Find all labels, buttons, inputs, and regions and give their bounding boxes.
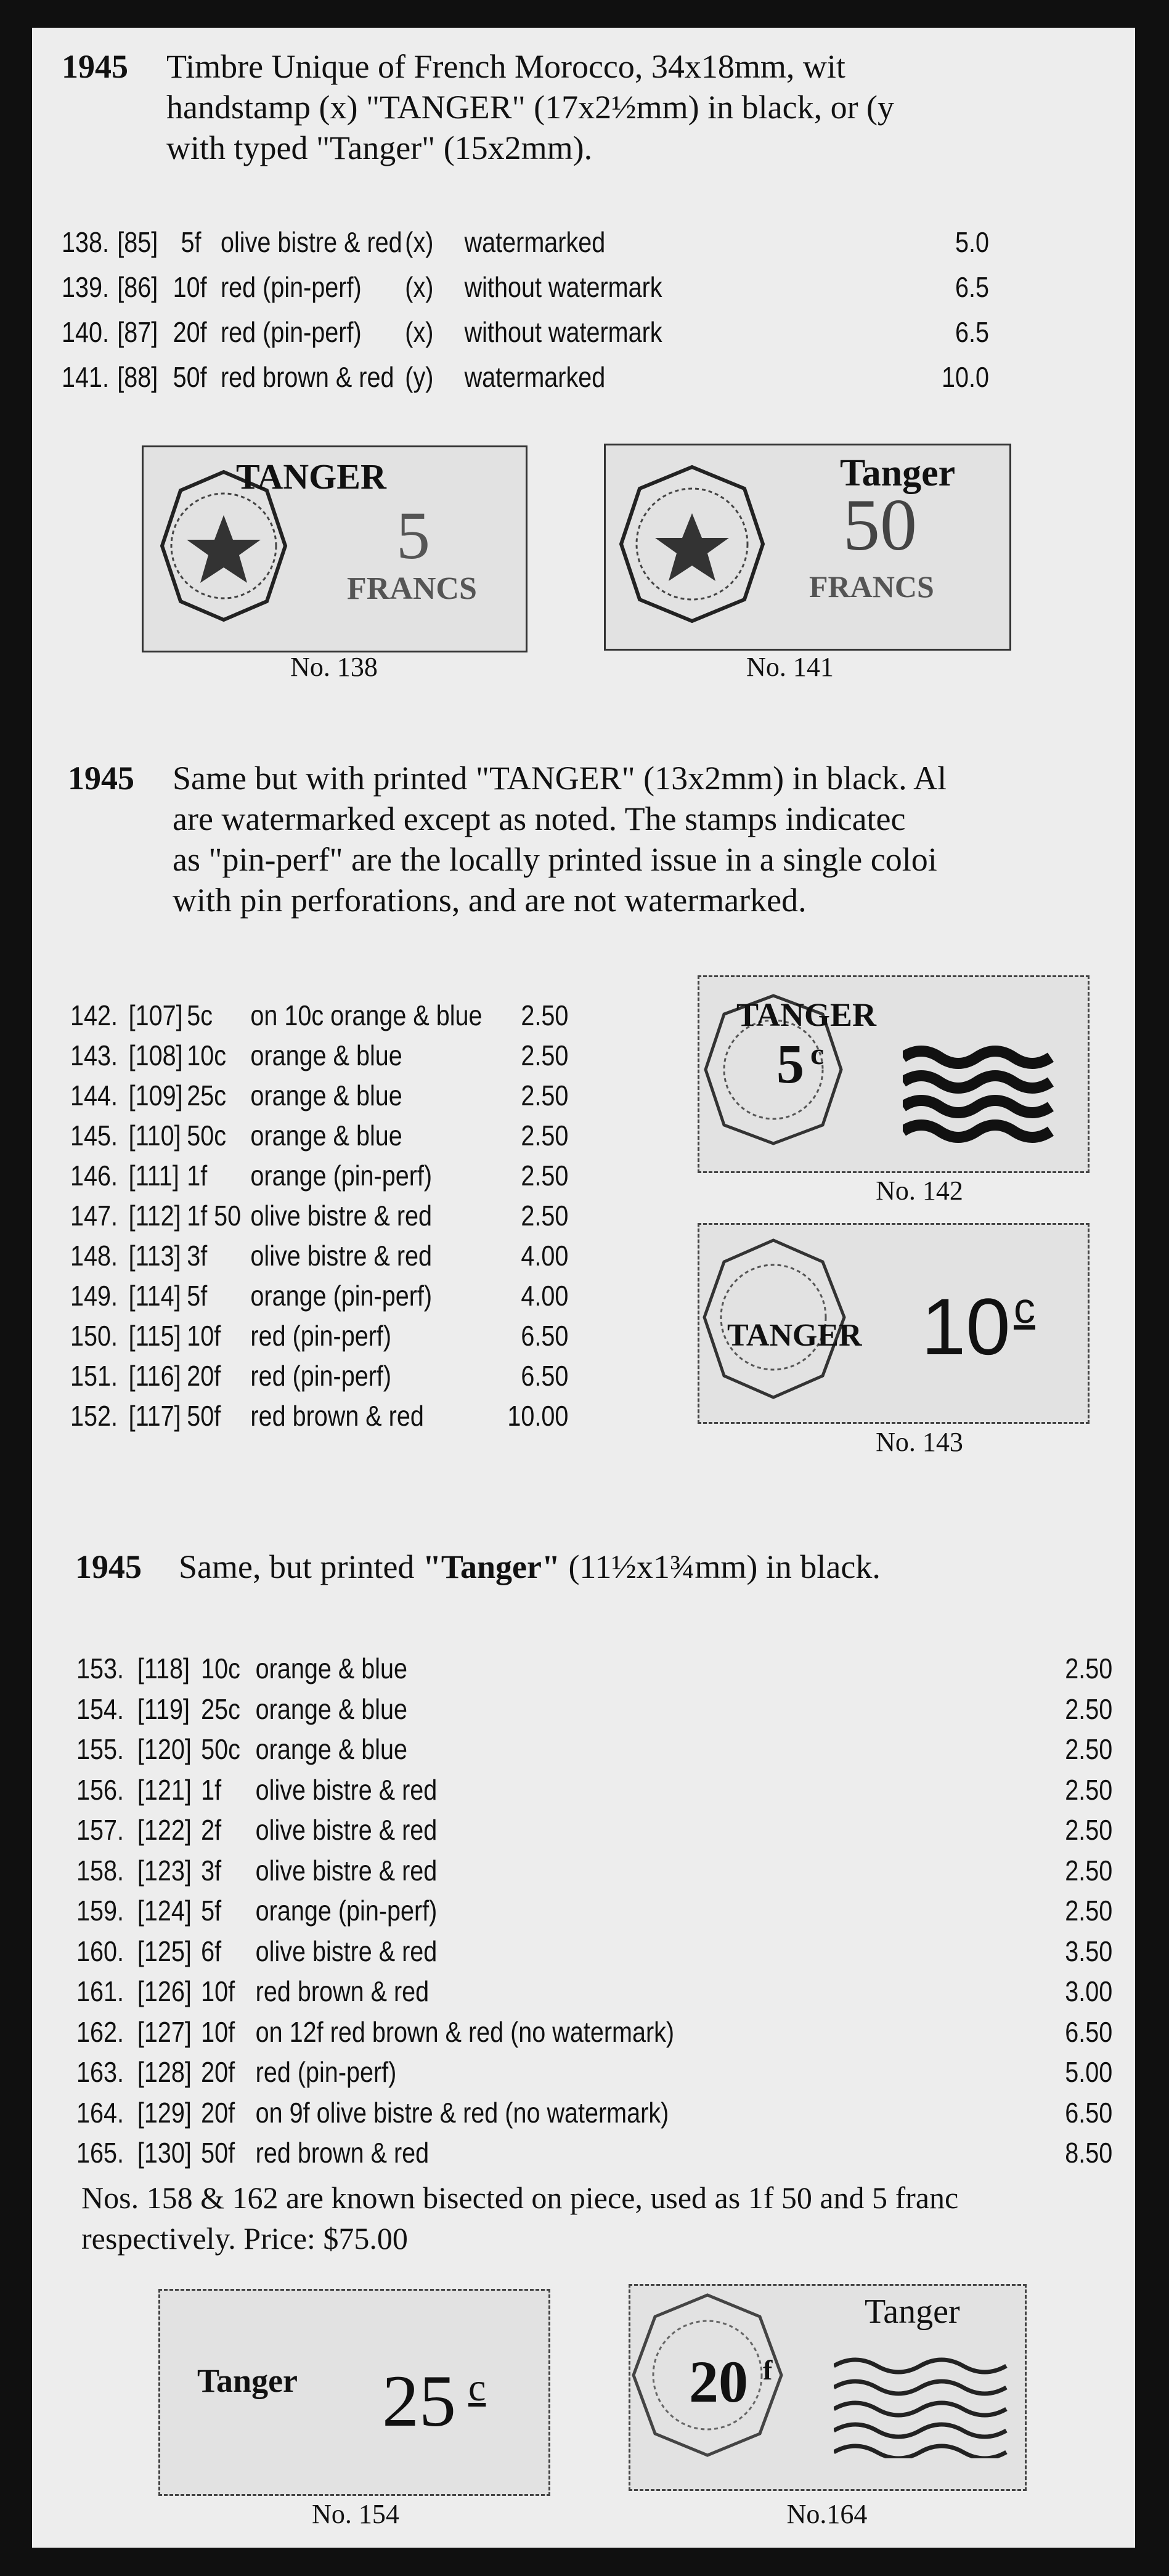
wavy-cancel-icon — [834, 2354, 1012, 2458]
stamp-color: red (pin-perf) — [221, 316, 362, 348]
section-1-line-3: with typed "Tanger" (15x2mm). — [166, 129, 593, 166]
table-row — [76, 1893, 1136, 1928]
denomination: 25c — [187, 1079, 226, 1111]
table-row — [62, 270, 1069, 304]
denomination: 1f — [187, 1160, 208, 1192]
reference-number: [126] — [137, 1975, 192, 2007]
stamp-color: orange & blue — [255, 1652, 408, 1684]
bisect-note-line-1: Nos. 158 & 162 are known bisected on piece, used as 1f 50 and 5 franc — [81, 2180, 959, 2215]
reference-number: [111] — [128, 1160, 179, 1192]
stamp-caption-154: No. 154 — [312, 2499, 399, 2529]
denomination: 10c — [187, 1039, 226, 1071]
stamp-color: red (pin-perf) — [221, 271, 362, 303]
catalog-number: 144. — [70, 1079, 118, 1111]
stamp-color: red brown & red — [255, 1975, 430, 2007]
stamp-value: 25 — [382, 2360, 456, 2442]
stamp-color: olive bistre & red — [250, 1240, 433, 1272]
stamp-overprint: TANGER — [736, 996, 877, 1033]
price: 3.00 — [1065, 1975, 1113, 2007]
table-row — [76, 1974, 1136, 2009]
stamp-caption-138: No. 138 — [290, 652, 378, 682]
stamp-color: orange & blue — [255, 1692, 408, 1725]
price: 6.50 — [1065, 2096, 1113, 2129]
section-2-line-1: Same but with printed "TANGER" (13x2mm) in black. Al — [173, 760, 947, 797]
section-1-heading — [62, 46, 1128, 169]
stamp-overprint: TANGER — [727, 1318, 862, 1353]
stamp-color: red brown & red — [221, 361, 394, 393]
watermark-note: without watermark — [464, 271, 662, 303]
stamp-color: orange & blue — [250, 1039, 402, 1071]
stamp-color: orange (pin-perf) — [250, 1280, 433, 1312]
price: 4.00 — [521, 1280, 569, 1312]
watermark-note: watermarked — [464, 361, 606, 393]
price: 2.50 — [1065, 1733, 1113, 1765]
reference-number: [108] — [128, 1039, 183, 1071]
price: 2.50 — [1065, 1814, 1113, 1846]
price: 2.50 — [521, 1119, 569, 1152]
price: 10.00 — [507, 1400, 569, 1432]
stamp-color: orange & blue — [250, 1079, 402, 1111]
stamp-image-141 — [604, 444, 1011, 651]
denomination: 3f — [201, 1854, 222, 1887]
reference-number: [127] — [137, 2015, 192, 2048]
table-row — [76, 1692, 1136, 1726]
denomination: 10f — [201, 2015, 235, 2048]
table-row — [76, 1813, 1136, 1847]
denomination: 6f — [201, 1935, 222, 1967]
catalog-number: 148. — [70, 1240, 118, 1272]
denomination: 2f — [201, 1814, 222, 1846]
reference-number: [87] — [117, 316, 158, 348]
denomination: 20f — [201, 2096, 235, 2129]
price: 4.00 — [521, 1240, 569, 1272]
denomination: 10c — [201, 1652, 240, 1684]
reference-number: [112] — [128, 1200, 181, 1232]
stamp-color: orange (pin-perf) — [250, 1160, 433, 1192]
reference-number: [122] — [137, 1814, 192, 1846]
section-3-year: 1945 — [75, 1548, 142, 1585]
price: 6.5 — [955, 316, 989, 348]
wavy-cancel-icon — [903, 1045, 1057, 1144]
catalog-number: 145. — [70, 1119, 118, 1152]
reference-number: [88] — [117, 361, 158, 393]
reference-number: [129] — [137, 2096, 192, 2129]
denomination: 5f — [201, 1895, 222, 1927]
catalog-number: 151. — [70, 1360, 118, 1392]
catalog-number: 156. — [76, 1773, 124, 1806]
catalog-number: 158. — [76, 1854, 124, 1887]
catalog-number: 143. — [70, 1039, 118, 1071]
denomination: 10f — [201, 1975, 235, 2007]
stamp-color: olive bistre & red — [255, 1773, 438, 1806]
reference-number: [85] — [117, 226, 158, 258]
stamp-color: on 9f olive bistre & red (no watermark) — [255, 2096, 669, 2129]
reference-number: [119] — [137, 1692, 190, 1725]
catalog-number: 160. — [76, 1935, 124, 1967]
price: 6.5 — [955, 271, 989, 303]
stamp-color: olive bistre & red — [255, 1935, 438, 1967]
stamp-unit: c — [1014, 1284, 1035, 1332]
stamp-color: red (pin-perf) — [250, 1360, 392, 1392]
price: 10.0 — [942, 361, 989, 393]
reference-number: [107] — [128, 999, 183, 1031]
reference-number: [123] — [137, 1854, 192, 1887]
denomination: 50c — [187, 1119, 226, 1152]
overprint-type: (x) — [405, 226, 434, 258]
stamp-value: 5 — [776, 1034, 804, 1095]
stamp-image-142 — [698, 975, 1090, 1173]
catalog-number: 147. — [70, 1200, 118, 1232]
catalog-number: 164. — [76, 2096, 124, 2129]
reference-number: [113] — [128, 1240, 181, 1272]
stamp-image-164 — [629, 2284, 1027, 2491]
stamp-image-138 — [142, 445, 527, 652]
reference-number: [114] — [128, 1280, 181, 1312]
price: 8.50 — [1065, 2137, 1113, 2169]
reference-number: [130] — [137, 2137, 192, 2169]
table-row — [76, 2095, 1136, 2130]
section-3-title-prefix: Same, but printed — [179, 1548, 423, 1585]
price: 6.50 — [1065, 2015, 1113, 2048]
table-row — [62, 315, 1069, 349]
catalog-number: 139. — [62, 271, 109, 303]
denomination: 25c — [201, 1692, 240, 1725]
denomination: 10f — [173, 271, 207, 303]
section-3-title-bold: "Tanger" — [422, 1548, 560, 1585]
stamp-color: olive bistre & red — [255, 1814, 438, 1846]
table-row — [76, 1934, 1136, 1969]
catalog-number: 155. — [76, 1733, 124, 1765]
denomination: 1f 50 — [187, 1200, 242, 1232]
stamp-color: olive bistre & red — [221, 226, 402, 258]
denomination: 50f — [201, 2137, 235, 2169]
section-2-line-2: are watermarked except as noted. The stamps indicatec — [173, 800, 906, 837]
table-row — [62, 360, 1069, 394]
stamp-value: 20 — [689, 2349, 748, 2415]
catalog-number: 154. — [76, 1692, 124, 1725]
price: 2.50 — [521, 1200, 569, 1232]
stamp-unit: FRANCS — [809, 569, 934, 604]
section-2-line-3: as "pin-perf" are the locally printed issue in a single coloi — [173, 841, 937, 878]
section-2-heading — [68, 758, 1134, 924]
catalog-number: 163. — [76, 2056, 124, 2088]
overprint-type: (x) — [405, 271, 434, 303]
denomination: 20f — [173, 316, 207, 348]
price: 6.50 — [521, 1320, 569, 1352]
reference-number: [110] — [128, 1119, 181, 1152]
denomination: 5c — [187, 999, 213, 1031]
stamp-color: orange & blue — [255, 1733, 408, 1765]
stamp-caption-142: No. 142 — [876, 1176, 963, 1206]
denomination: 50c — [201, 1733, 240, 1765]
price: 2.50 — [521, 1079, 569, 1111]
reference-number: [115] — [128, 1320, 181, 1352]
denomination: 50f — [173, 361, 207, 393]
price: 2.50 — [521, 1160, 569, 1192]
price: 2.50 — [1065, 1895, 1113, 1927]
price: 6.50 — [521, 1360, 569, 1392]
stamp-color: olive bistre & red — [250, 1200, 433, 1232]
denomination: 5f — [187, 1280, 208, 1312]
denomination: 10f — [187, 1320, 221, 1352]
reference-number: [120] — [137, 1733, 192, 1765]
section-1-line-2: handstamp (x) "TANGER" (17x2½mm) in black, or (y — [166, 89, 895, 126]
price: 3.50 — [1065, 1935, 1113, 1967]
stamp-unit: c — [468, 2365, 486, 2409]
denomination: 3f — [187, 1240, 208, 1272]
reference-number: [128] — [137, 2056, 192, 2088]
reference-number: [121] — [137, 1773, 192, 1806]
denomination: 20f — [201, 2056, 235, 2088]
overprint-type: (x) — [405, 316, 434, 348]
catalog-number: 138. — [62, 226, 109, 258]
watermark-note: without watermark — [464, 316, 662, 348]
catalog-number: 153. — [76, 1652, 124, 1684]
stamp-caption-164: No.164 — [786, 2499, 868, 2529]
catalog-number: 162. — [76, 2015, 124, 2048]
price: 2.50 — [521, 1039, 569, 1071]
stamp-caption-141: No. 141 — [746, 652, 834, 682]
catalog-page — [32, 28, 1135, 2548]
catalog-number: 146. — [70, 1160, 118, 1192]
reference-number: [118] — [137, 1652, 190, 1684]
reference-number: [109] — [128, 1079, 183, 1111]
catalog-number: 142. — [70, 999, 118, 1031]
table-row — [76, 1853, 1136, 1888]
stamp-unit: FRANCS — [347, 571, 477, 606]
price: 2.50 — [1065, 1692, 1113, 1725]
price: 2.50 — [521, 999, 569, 1031]
denomination: 50f — [187, 1400, 221, 1432]
catalog-number: 161. — [76, 1975, 124, 2007]
table-row — [76, 1773, 1136, 1807]
section-3-title-suffix: (11½x1¾mm) in black. — [560, 1548, 881, 1585]
stamp-overprint: Tanger — [197, 2362, 298, 2399]
stamp-color: olive bistre & red — [255, 1854, 438, 1887]
stamp-value: 10 — [921, 1282, 1011, 1371]
table-row — [76, 2015, 1136, 2049]
reference-number: [116] — [128, 1360, 181, 1392]
denomination: 20f — [187, 1360, 221, 1392]
catalog-number: 165. — [76, 2137, 124, 2169]
catalog-number: 159. — [76, 1895, 124, 1927]
catalog-number: 140. — [62, 316, 109, 348]
stamp-color: orange (pin-perf) — [255, 1895, 438, 1927]
stamp-color: red (pin-perf) — [255, 2056, 397, 2088]
section-2-year: 1945 — [68, 760, 134, 797]
stamp-value: 5 — [396, 498, 430, 573]
section-1-line-1: Timbre Unique of French Morocco, 34x18mm, wit — [166, 48, 845, 85]
catalog-number: 157. — [76, 1814, 124, 1846]
table-row — [76, 1651, 1136, 1686]
price: 5.0 — [955, 226, 989, 258]
stamp-image-154 — [158, 2289, 550, 2496]
stamp-overprint: TANGER — [236, 457, 386, 497]
stamp-color: red brown & red — [255, 2137, 430, 2169]
price: 5.00 — [1065, 2056, 1113, 2088]
table-row — [62, 225, 1069, 259]
table-row — [76, 1732, 1136, 1766]
stamp-color: on 12f red brown & red (no watermark) — [255, 2015, 675, 2048]
table-row — [76, 2055, 1136, 2089]
stamp-color: red brown & red — [250, 1400, 424, 1432]
reference-number: [117] — [128, 1400, 181, 1432]
reference-number: [86] — [117, 271, 158, 303]
reference-number: [125] — [137, 1935, 192, 1967]
denomination: 1f — [201, 1773, 222, 1806]
stamp-overprint: Tanger — [840, 452, 956, 494]
catalog-number: 150. — [70, 1320, 118, 1352]
reference-number: [124] — [137, 1895, 192, 1927]
section-3-heading — [75, 1546, 1135, 1590]
section-2-line-4: with pin perforations, and are not watermarked. — [173, 882, 807, 919]
stamp-color: orange & blue — [250, 1119, 402, 1152]
stamp-image-143 — [698, 1223, 1090, 1424]
price: 2.50 — [1065, 1773, 1113, 1806]
overprint-type: (y) — [405, 361, 434, 393]
catalog-number: 152. — [70, 1400, 118, 1432]
section-1-year: 1945 — [62, 48, 128, 85]
stamp-overprint: Tanger — [865, 2293, 960, 2331]
price: 2.50 — [1065, 1652, 1113, 1684]
stamp-color: red (pin-perf) — [250, 1320, 392, 1352]
table-row — [76, 2135, 1136, 2170]
stamp-color: on 10c orange & blue — [250, 999, 483, 1031]
stamp-unit: f — [763, 2354, 773, 2386]
watermark-note: watermarked — [464, 226, 606, 258]
stamp-value: 50 — [843, 484, 917, 566]
catalog-number: 141. — [62, 361, 109, 393]
stamp-caption-143: No. 143 — [876, 1427, 963, 1457]
stamp-unit: c — [810, 1036, 825, 1071]
catalog-number: 149. — [70, 1280, 118, 1312]
price: 2.50 — [1065, 1854, 1113, 1887]
bisect-note-line-2: respectively. Price: $75.00 — [81, 2221, 408, 2256]
denomination: 5f — [181, 226, 202, 258]
